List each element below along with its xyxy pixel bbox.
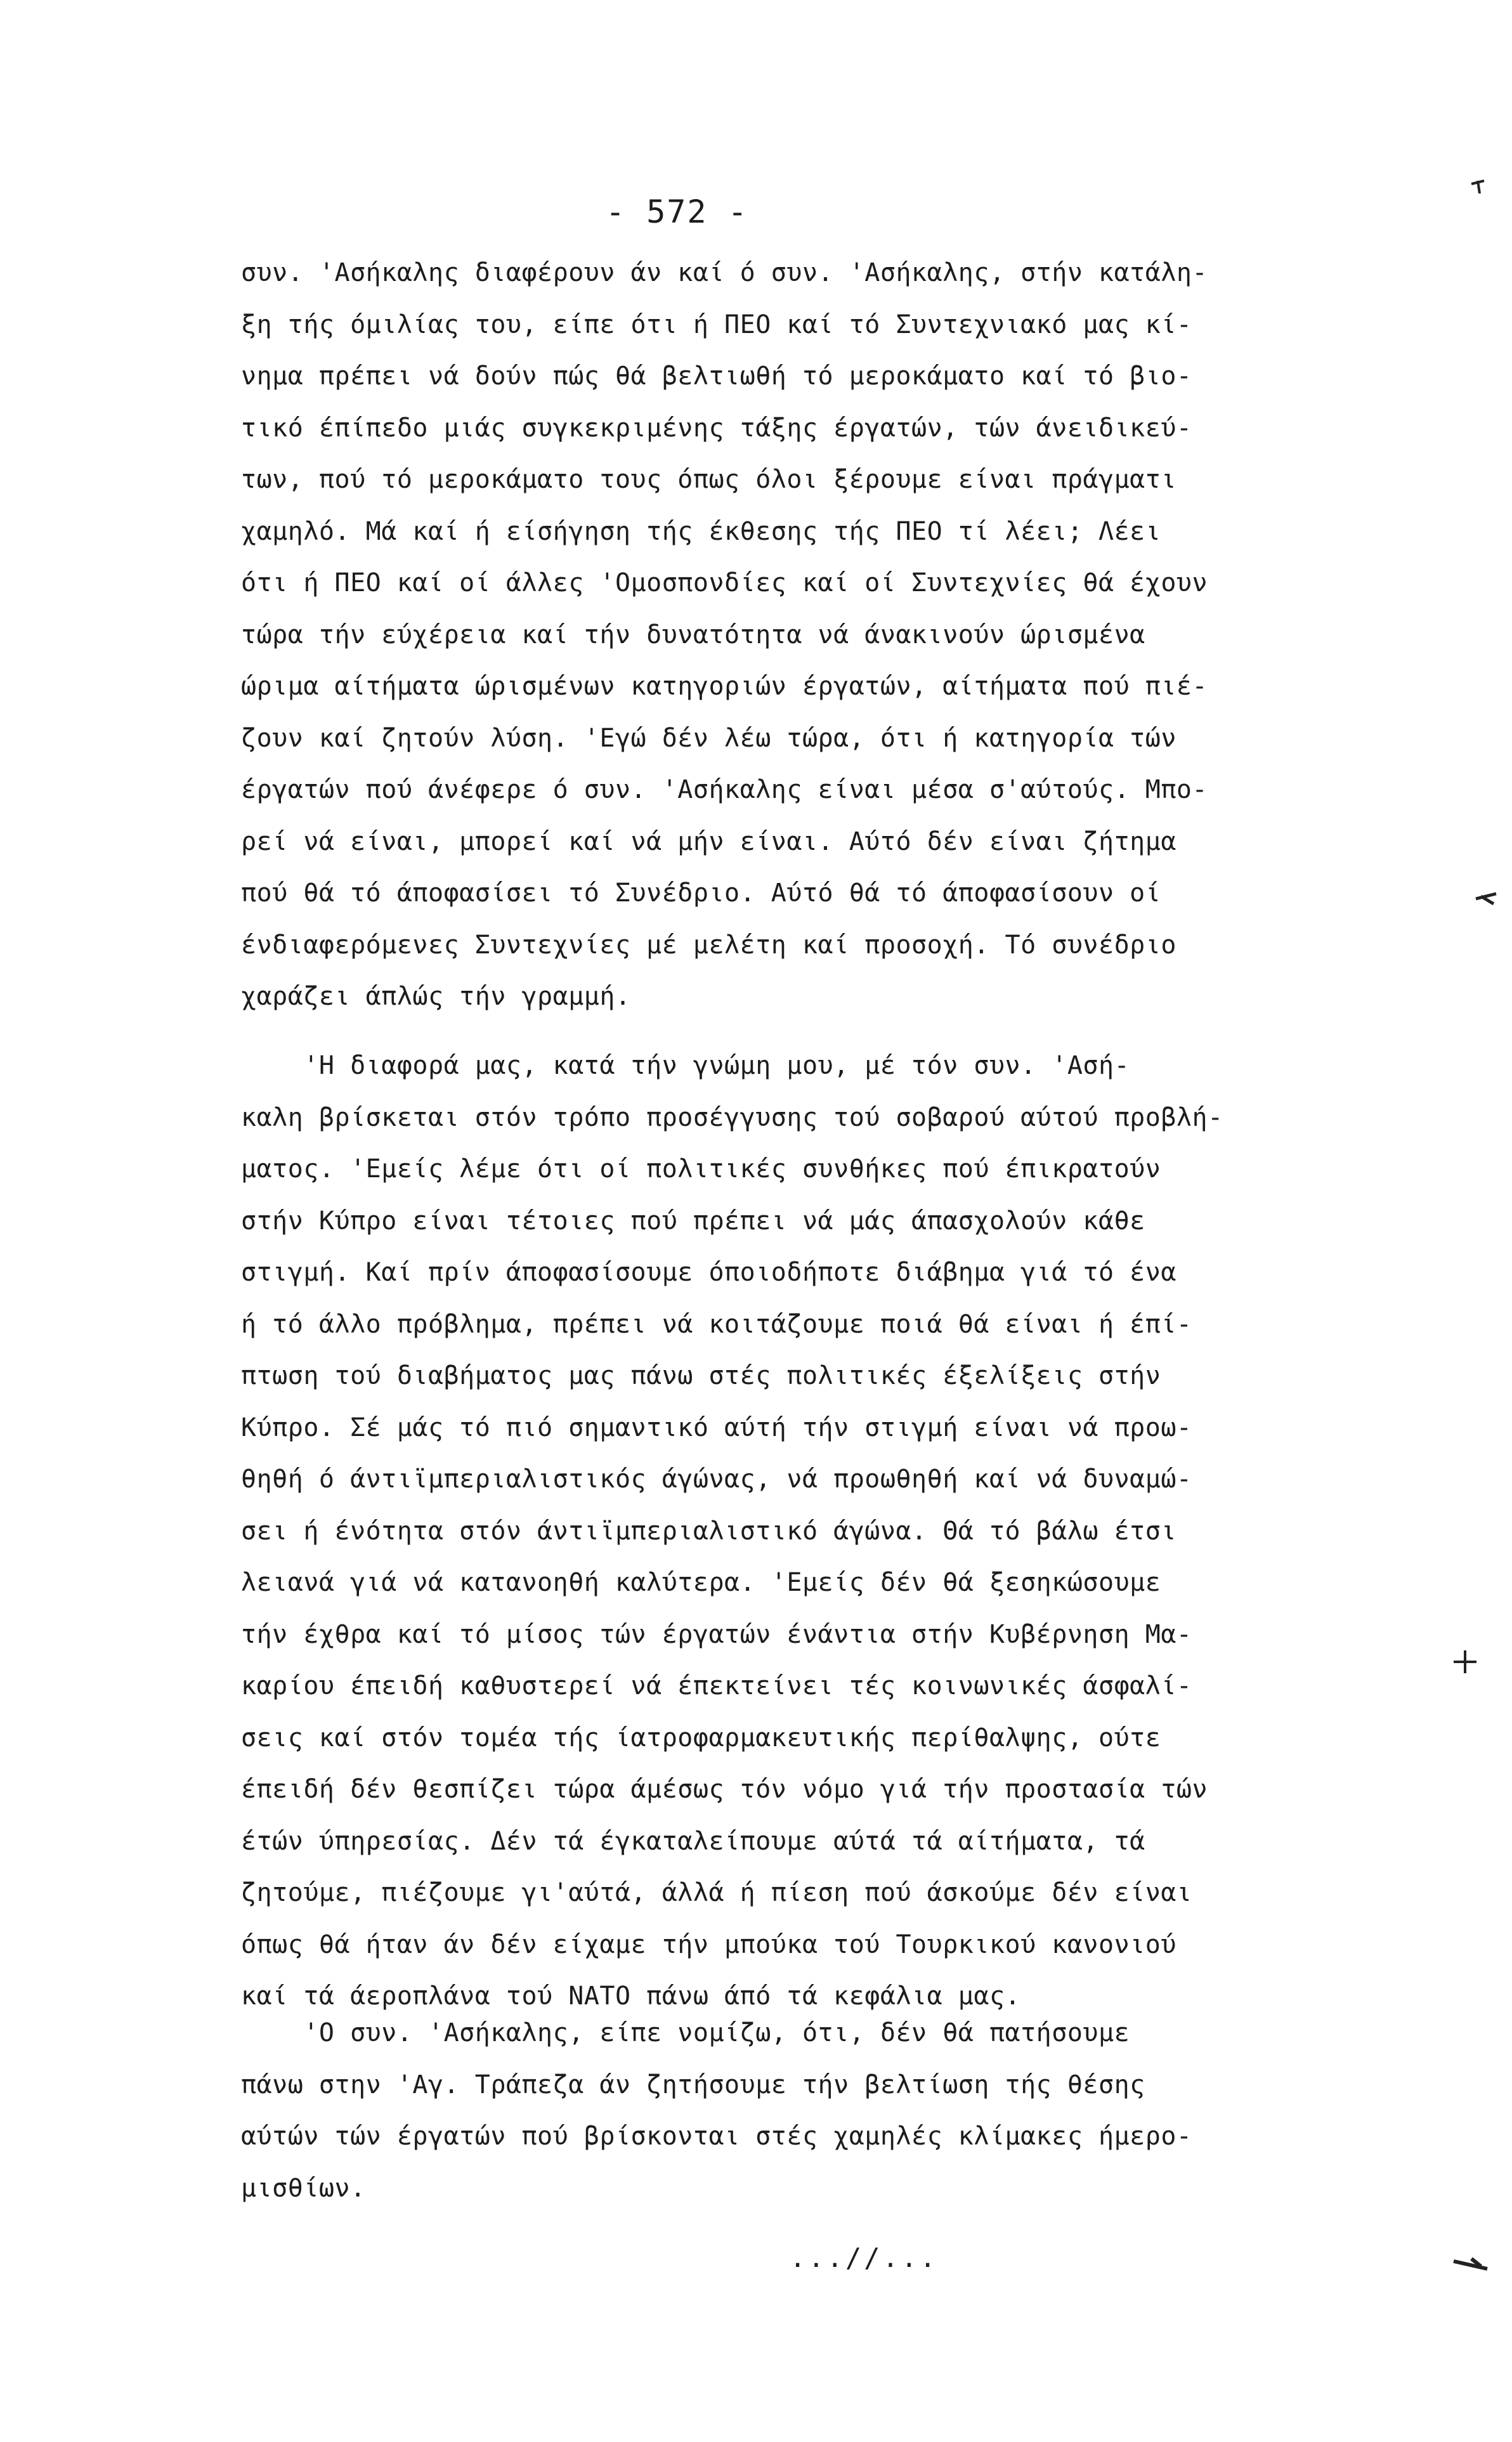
paragraph-3: 'Ο συν. 'Ασήκαλης, είπε νομίζω, ότι, δέν θά πατήσουμε πάνω στην 'Αγ. Τράπεζα άν ζητήσουμε τήν βελτίωση τής θέσης αύτών τών έργατών πού βρίσκονται στές χαμηλές κλίμακες ήμερο- μισθίων.: [241, 2018, 1192, 2203]
page-number: - 572 -: [606, 193, 748, 230]
scan-mark-bottom-right: [1452, 2255, 1490, 2274]
crosshair-mark-right: [1452, 1649, 1478, 1675]
scan-mark-top-right: [1468, 178, 1487, 197]
paragraph-2: 'Η διαφορά μας, κατά τήν γνώμη μου, μέ τόν συν. 'Ασή- καλη βρίσκεται στόν τρόπο προσέγγυσης τού σοβαρού αύτού προβλή- ματος. 'Εμείς λέμε ότι οί πολιτικές συνθήκες πού έπικρατούν στήν Κύπρο είναι τέτοιες πού πρέπει νά μάς άπασχολούν κάθε στιγμή. Καί πρίν άποφασίσουμε όποιοδήποτε διάβημα γιά τό ένα ή τό άλλο πρόβλημα, πρέπει νά κοιτάζουμε ποιά θά είναι ή έπί- πτωση τού διαβήματος μας πάνω στές πολιτικές έξελίξεις στήν Κύπρο. Σέ μάς τό πιό σημαντικό αύτή τήν στιγμή είναι νά προω- θηθή ό άντιϊμπεριαλιστικός άγώνας, νά προωθηθή καί νά δυναμώ- σει ή ένότητα στόν άντιϊμπεριαλιστικό άγώνα. Θά τό βάλω έτσι λειανά γιά νά κατανοηθή καλύτερα. 'Εμείς δέν θά ξεσηκώσουμε τήν έχθρα καί τό μίσος τών έργατών ένάντια στήν Κυβέρνηση Μα- καρίου έπειδή καθυστερεί νά έπεκτείνει τές κοινωνικές άσφαλί- σεις καί στόν τομέα τής ίατροφαρμακευτικής περίθαλψης, ούτε έπειδή δέν θεσπίζει τώρα άμέσως τόν νόμο γιά τήν προστασία τών έτών ύπηρεσίας. Δέν τά έγκαταλείπουμε αύτά τά αίτήματα, τά ζητούμε, πιέζουμε γι'αύτά, άλλά ή πίεση πού άσκούμε δέν είναι όπως θά ήταν άν δέν είχαμε τήν μπούκα τού Τουρκικού κανονιού καί τά άεροπλάνα τού ΝΑΤΟ πάνω άπό τά κεφάλια μας.: [241, 1051, 1223, 2011]
scan-mark-right-1: [1475, 891, 1497, 906]
paragraph-1: συν. 'Ασήκαλης διαφέρουν άν καί ό συν. 'Ασήκαλης, στήν κατάλη- ξη τής όμιλίας του, είπε ότι ή ΠΕΟ καί τό Συντεχνιακό μας κί- νημα πρέπει νά δούν πώς θά βελτιωθή τό μεροκάματο καί τό βιο- τικό έπίπεδο μιάς συγκεκριμένης τάξης έργατών, τών άνειδικεύ- των, πού τό μεροκάματο τους όπως όλοι ξέρουμε είναι πράγματι χαμηλό. Μά καί ή είσήγηση τής έκθεσης τής ΠΕΟ τί λέει; Λέει ότι ή ΠΕΟ καί οί άλλες 'Ομοσπονδίες καί οί Συντεχνίες θά έχουν τώρα τήν εύχέρεια καί τήν δυνατότητα νά άνακινούν ώρισμένα ώριμα αίτήματα ώρισμένων κατηγοριών έργατών, αίτήματα πού πιέ- ζουν καί ζητούν λύση. 'Εγώ δέν λέω τώρα, ότι ή κατηγορία τών έργατών πού άνέφερε ό συν. 'Ασήκαλης είναι μέσα σ'αύτούς. Μπο- ρεί νά είναι, μπορεί καί νά μήν είναι. Αύτό δέν είναι ζήτημα πού θά τό άποφασίσει τό Συνέδριο. Αύτό θά τό άποφασίσουν οί ένδιαφερόμενες Συντεχνίες μέ μελέτη καί προσοχή. Τό συνέδριο χαράζει άπλώς τήν γραμμή.: [241, 258, 1208, 1011]
continuation-marker: ...//...: [790, 2242, 939, 2273]
